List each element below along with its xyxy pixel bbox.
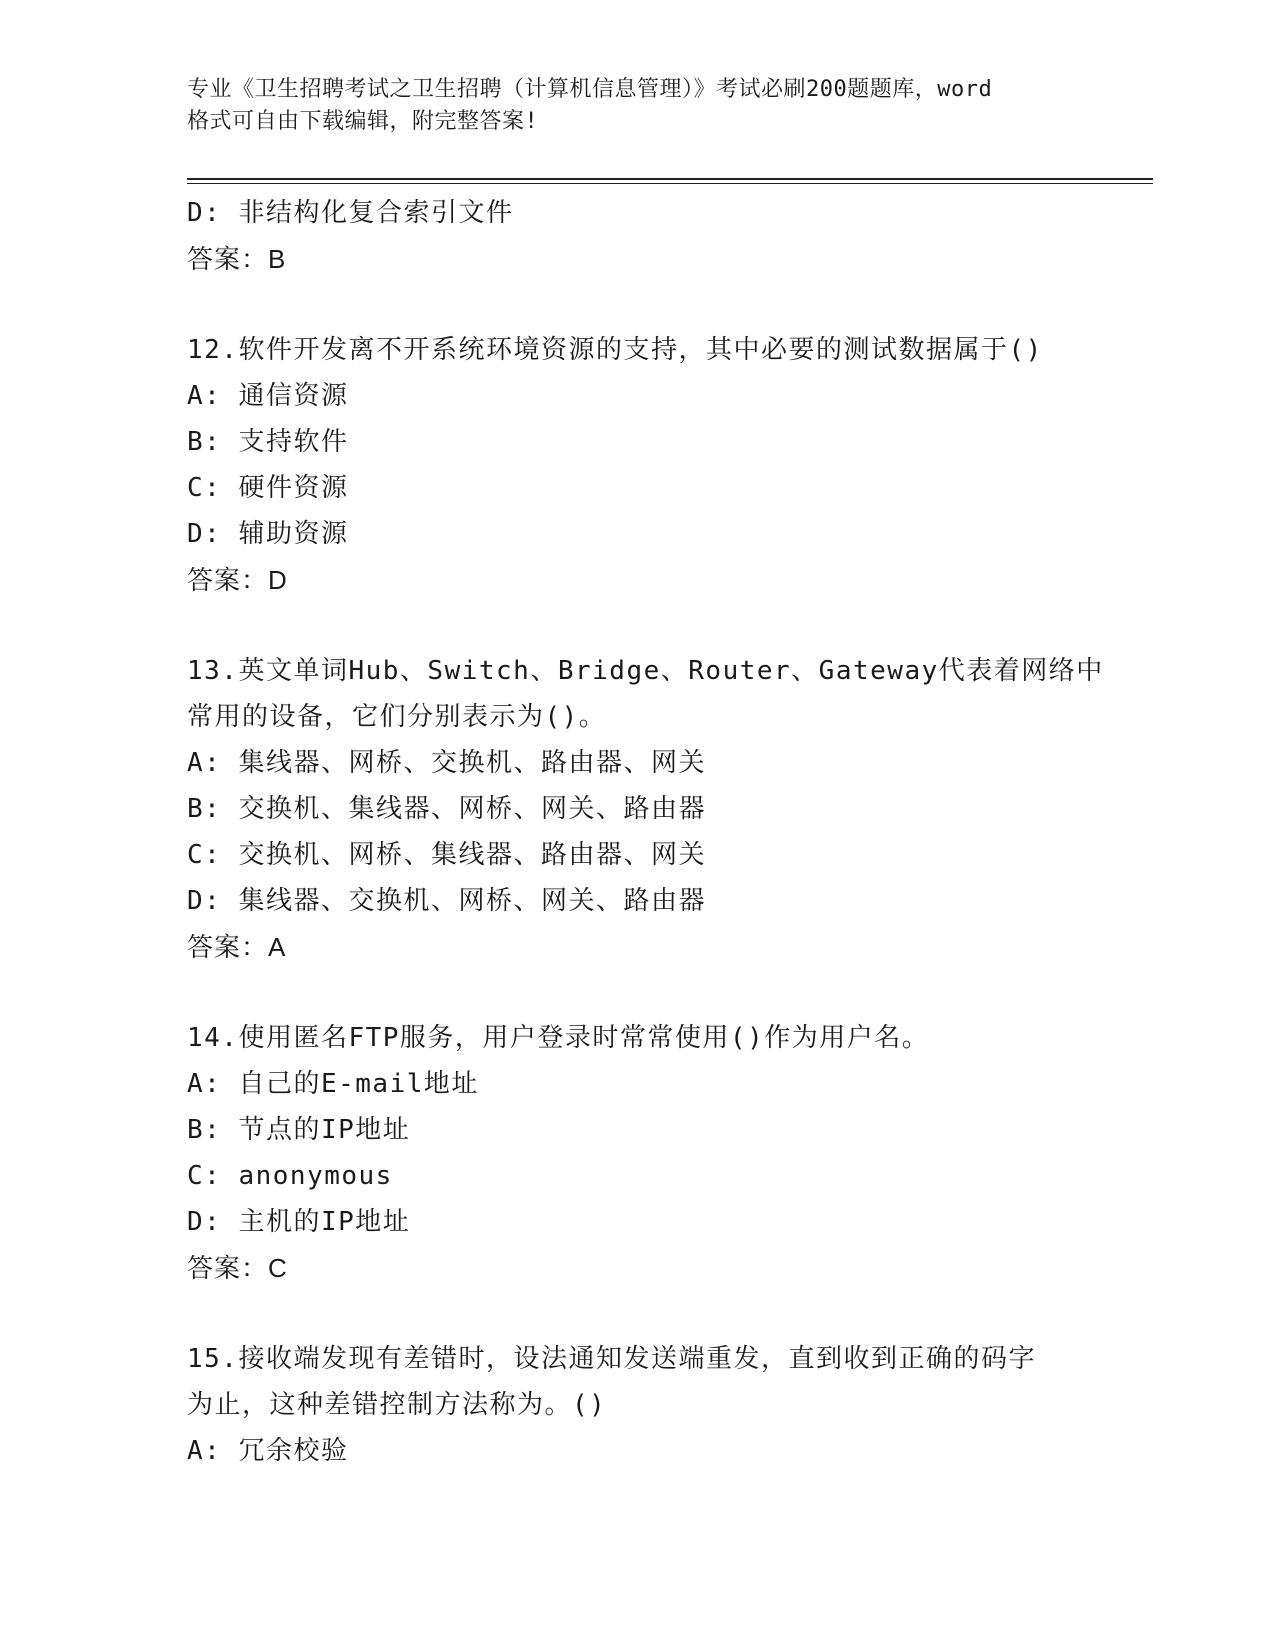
question-stem: 15.接收端发现有差错时，设法通知发送端重发，直到收到正确的码字 xyxy=(187,1344,1036,1374)
option-d: D: 主机的IP地址 xyxy=(187,1207,411,1237)
question-stem: 14.使用匿名FTP服务，用户登录时常常使用()作为用户名。 xyxy=(187,1023,930,1053)
question-13 xyxy=(187,648,1107,970)
option-b: B: 节点的IP地址 xyxy=(187,1115,411,1145)
spacer xyxy=(187,603,1107,648)
spacer xyxy=(187,282,1107,327)
option-d: D: 集线器、交换机、网桥、网关、路由器 xyxy=(187,886,706,916)
answer-line: 答案：A xyxy=(187,932,287,962)
spacer xyxy=(187,970,1107,1015)
header-divider-thick xyxy=(187,178,1153,180)
header-line-1: 专业《卫生招聘考试之卫生招聘（计算机信息管理）》考试必刷200题题库，word xyxy=(187,77,993,102)
option-d: D: 辅助资源 xyxy=(187,519,349,549)
question-12 xyxy=(187,327,1107,603)
option-b: B: 支持软件 xyxy=(187,427,349,457)
question-14 xyxy=(187,1015,1107,1291)
previous-question-tail xyxy=(187,190,1107,282)
option-a: A: 冗余校验 xyxy=(187,1436,349,1466)
answer-line: 答案：D xyxy=(187,565,288,595)
header-divider-thin xyxy=(187,183,1153,184)
option-b: B: 交换机、集线器、网桥、网关、路由器 xyxy=(187,794,706,824)
option-a: A: 自己的E-mail地址 xyxy=(187,1069,479,1099)
question-15 xyxy=(187,1336,1107,1474)
question-stem-continued: 为止，这种差错控制方法称为。() xyxy=(187,1390,607,1420)
spacer xyxy=(187,1291,1107,1336)
question-stem: 13.英文单词Hub、Switch、Bridge、Router、Gateway代表着网络中 xyxy=(187,656,1104,686)
option-d: D: 非结构化复合索引文件 xyxy=(187,198,514,228)
option-c: C: anonymous xyxy=(187,1161,393,1191)
option-a: A: 集线器、网桥、交换机、路由器、网关 xyxy=(187,748,706,778)
answer-line: 答案：C xyxy=(187,1253,288,1283)
question-list xyxy=(187,190,1107,1474)
option-c: C: 硬件资源 xyxy=(187,473,349,503)
question-stem: 12.软件开发离不开系统环境资源的支持，其中必要的测试数据属于() xyxy=(187,335,1043,365)
question-stem-continued: 常用的设备，它们分别表示为()。 xyxy=(187,702,607,732)
answer-line: 答案：B xyxy=(187,244,287,274)
option-c: C: 交换机、网桥、集线器、路由器、网关 xyxy=(187,840,706,870)
page-header xyxy=(187,74,1087,138)
header-line-2: 格式可自由下载编辑，附完整答案! xyxy=(187,109,539,134)
option-a: A: 通信资源 xyxy=(187,381,349,411)
